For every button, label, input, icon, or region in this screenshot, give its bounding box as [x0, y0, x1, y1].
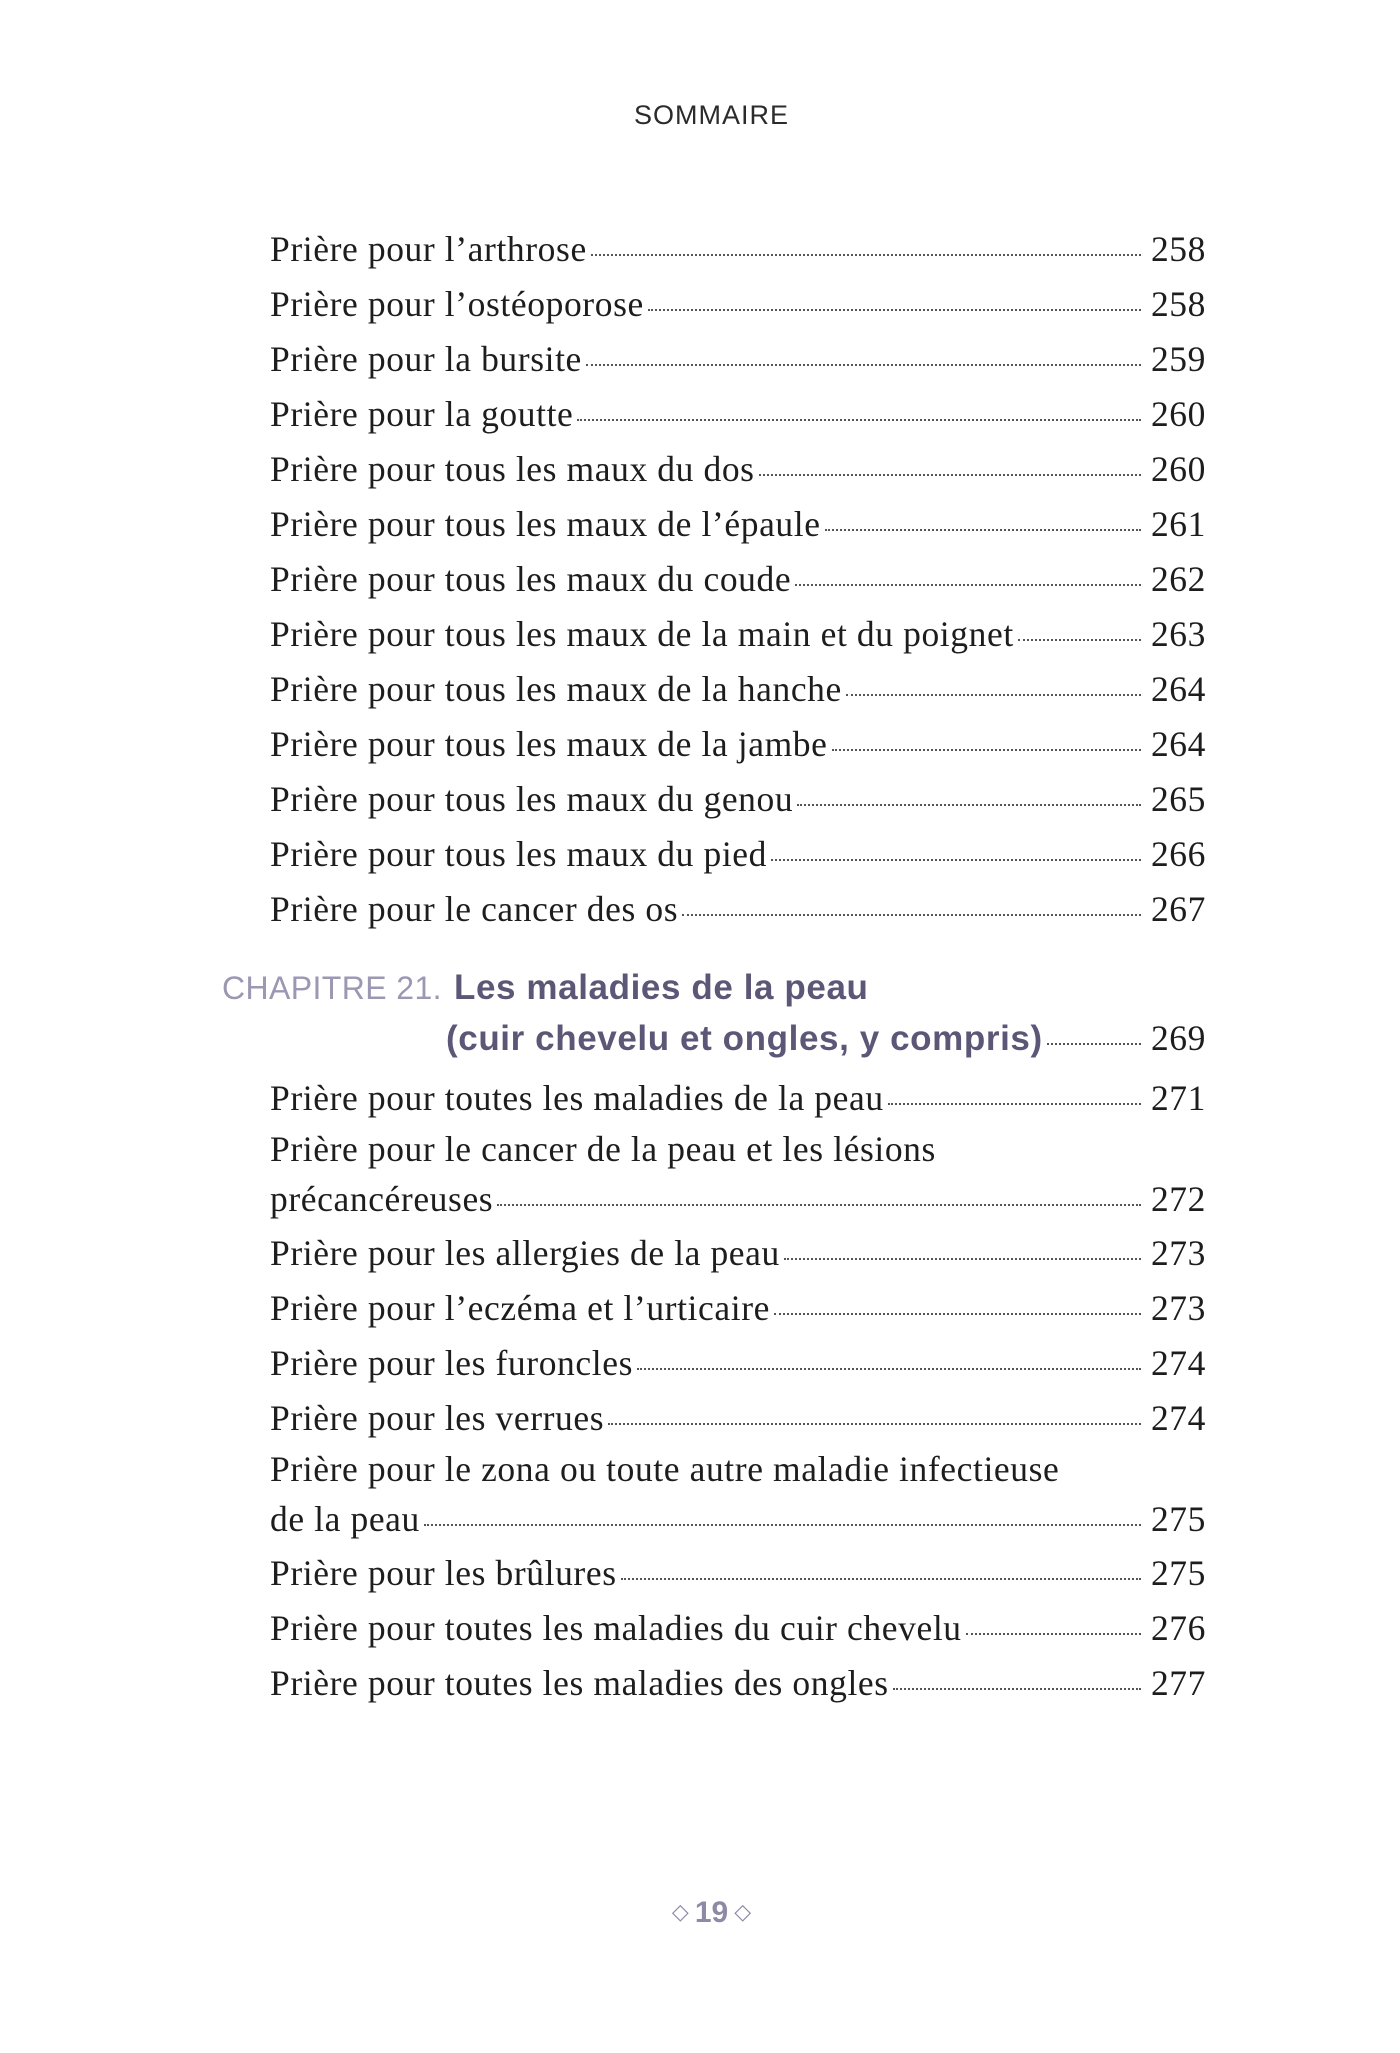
- toc-entry-page: 258: [1150, 229, 1206, 269]
- toc-entry-title: Prière pour tous les maux du dos: [270, 449, 755, 489]
- toc-entry-hanche[interactable]: [270, 662, 1206, 717]
- toc-entry-title: Prière pour la bursite: [270, 339, 582, 379]
- running-head: SOMMAIRE: [633, 100, 789, 130]
- dot-leader: [771, 859, 1141, 861]
- toc-entry-allergies[interactable]: [270, 1226, 1206, 1281]
- dot-leader: [832, 749, 1141, 751]
- toc-entry-title: Prière pour tous les maux de l’épaule: [270, 504, 821, 544]
- toc-entry-furoncles[interactable]: [270, 1336, 1206, 1391]
- toc-entry-title: Prière pour tous les maux du coude: [270, 559, 792, 599]
- toc-entry-page: 267: [1150, 889, 1206, 929]
- toc-entry-cancer-peau[interactable]: [270, 1126, 1206, 1226]
- toc-entry-page: 274: [1150, 1343, 1206, 1383]
- dot-leader: [846, 694, 1141, 696]
- toc-entry-title-line1: Prière pour le zona ou toute autre maladie infectieuse: [270, 1449, 1060, 1489]
- dot-leader: [795, 584, 1141, 586]
- toc-entry-page: 262: [1150, 559, 1206, 599]
- toc-entry-page: 264: [1150, 724, 1206, 764]
- toc-entry-title-line2: précancéreuses: [270, 1179, 494, 1219]
- dot-leader: [1018, 639, 1141, 641]
- toc-entry-page: 265: [1150, 779, 1206, 819]
- toc-entry-page: 263: [1150, 614, 1206, 654]
- chapter-label: CHAPITRE 21.: [222, 970, 442, 1006]
- toc-entry-title: Prière pour tous les maux du genou: [270, 779, 794, 819]
- toc-entry-cancer-os[interactable]: [270, 882, 1206, 937]
- toc-entry-coude[interactable]: [270, 552, 1206, 607]
- toc-entry-page: 258: [1150, 284, 1206, 324]
- dot-leader: [888, 1103, 1141, 1105]
- dot-leader: [1047, 1043, 1141, 1045]
- toc-entry-jambe[interactable]: [270, 717, 1206, 772]
- chapter-title-line1: Les maladies de la peau: [453, 968, 869, 1007]
- chapter-title-line2: (cuir chevelu et ongles, y compris): [446, 1019, 1043, 1058]
- toc-entry-title-line1: Prière pour le cancer de la peau et les lésions: [270, 1129, 936, 1169]
- toc-entry-brulures[interactable]: [270, 1546, 1206, 1601]
- toc-entry-title-line2: de la peau: [270, 1499, 420, 1539]
- toc-entry-title: Prière pour tous les maux de la main et du poignet: [270, 614, 1014, 654]
- toc-entry-title: Prière pour l’eczéma et l’urticaire: [270, 1288, 770, 1328]
- toc-entry-page: 266: [1150, 834, 1206, 874]
- toc-entry-zona[interactable]: [270, 1446, 1206, 1546]
- toc-entry-goutte[interactable]: [270, 387, 1206, 442]
- toc-entry-page: 275: [1150, 1553, 1206, 1593]
- page-number: 19: [694, 1896, 729, 1929]
- toc-entry-title: Prière pour le cancer des os: [270, 889, 679, 929]
- toc-entry-page: 271: [1150, 1078, 1206, 1118]
- toc-entry-page: 272: [1150, 1179, 1206, 1219]
- toc-entry-page: 276: [1150, 1608, 1206, 1648]
- toc-entry-title: Prière pour toutes les maladies du cuir chevelu: [270, 1608, 962, 1648]
- toc-entry-ongles[interactable]: [270, 1656, 1206, 1711]
- toc-entry-maladies-peau[interactable]: [270, 1071, 1206, 1126]
- toc-entry-verrues[interactable]: [270, 1391, 1206, 1446]
- toc-entry-eczema[interactable]: [270, 1281, 1206, 1336]
- toc-entry-page: 261: [1150, 504, 1206, 544]
- toc-entry-page: 259: [1150, 339, 1206, 379]
- dot-leader: [608, 1423, 1141, 1425]
- dot-leader: [774, 1313, 1141, 1315]
- toc-entry-arthrose[interactable]: [270, 222, 1206, 277]
- chapter-heading[interactable]: [222, 963, 1206, 1063]
- dot-leader: [648, 309, 1141, 311]
- dot-leader: [682, 914, 1141, 916]
- dot-leader: [621, 1578, 1141, 1580]
- toc-entry-page: 273: [1150, 1233, 1206, 1273]
- dot-leader: [591, 254, 1141, 256]
- chapter-page: 269: [1150, 1018, 1206, 1058]
- dot-leader: [759, 474, 1141, 476]
- dot-leader: [966, 1633, 1141, 1635]
- dot-leader: [637, 1368, 1141, 1370]
- diamond-outline-icon: ◇: [671, 1899, 689, 1924]
- toc-entry-page: 277: [1150, 1663, 1206, 1703]
- toc-entry-page: 264: [1150, 669, 1206, 709]
- toc-entry-title: Prière pour toutes les maladies des ongles: [270, 1663, 889, 1703]
- dot-leader: [825, 529, 1141, 531]
- toc-entry-page: 260: [1150, 449, 1206, 489]
- page-folio: [0, 1896, 1400, 1930]
- toc-entry-main-poignet[interactable]: [270, 607, 1206, 662]
- toc-entry-page: 260: [1150, 394, 1206, 434]
- toc-entry-title: Prière pour les allergies de la peau: [270, 1233, 780, 1273]
- toc-entry-title: Prière pour tous les maux de la jambe: [270, 724, 828, 764]
- table-of-contents: [222, 222, 1206, 1711]
- toc-entry-title: Prière pour les furoncles: [270, 1343, 633, 1383]
- toc-entry-title: Prière pour tous les maux de la hanche: [270, 669, 842, 709]
- toc-entry-dos[interactable]: [270, 442, 1206, 497]
- toc-entry-title: Prière pour tous les maux du pied: [270, 834, 767, 874]
- toc-entry-page: 273: [1150, 1288, 1206, 1328]
- toc-entry-pied[interactable]: [270, 827, 1206, 882]
- toc-entry-title: Prière pour l’ostéoporose: [270, 284, 644, 324]
- toc-entry-title: Prière pour toutes les maladies de la peau: [270, 1078, 884, 1118]
- toc-entry-genou[interactable]: [270, 772, 1206, 827]
- toc-entry-title: Prière pour les brûlures: [270, 1553, 617, 1593]
- toc-entry-title: Prière pour la goutte: [270, 394, 574, 434]
- toc-entry-bursite[interactable]: [270, 332, 1206, 387]
- toc-entry-epaule[interactable]: [270, 497, 1206, 552]
- toc-entry-cuir-chevelu[interactable]: [270, 1601, 1206, 1656]
- dot-leader: [497, 1204, 1141, 1206]
- toc-entry-page: 274: [1150, 1398, 1206, 1438]
- dot-leader: [797, 804, 1141, 806]
- dot-leader: [893, 1688, 1141, 1690]
- toc-entry-page: 275: [1150, 1499, 1206, 1539]
- toc-entry-title: Prière pour l’arthrose: [270, 229, 587, 269]
- dot-leader: [784, 1258, 1141, 1260]
- toc-entry-title: Prière pour les verrues: [270, 1398, 605, 1438]
- dot-leader: [586, 364, 1141, 366]
- dot-leader: [424, 1524, 1141, 1526]
- dot-leader: [577, 419, 1141, 421]
- toc-entry-osteoporose[interactable]: [270, 277, 1206, 332]
- diamond-outline-icon: ◇: [734, 1899, 752, 1924]
